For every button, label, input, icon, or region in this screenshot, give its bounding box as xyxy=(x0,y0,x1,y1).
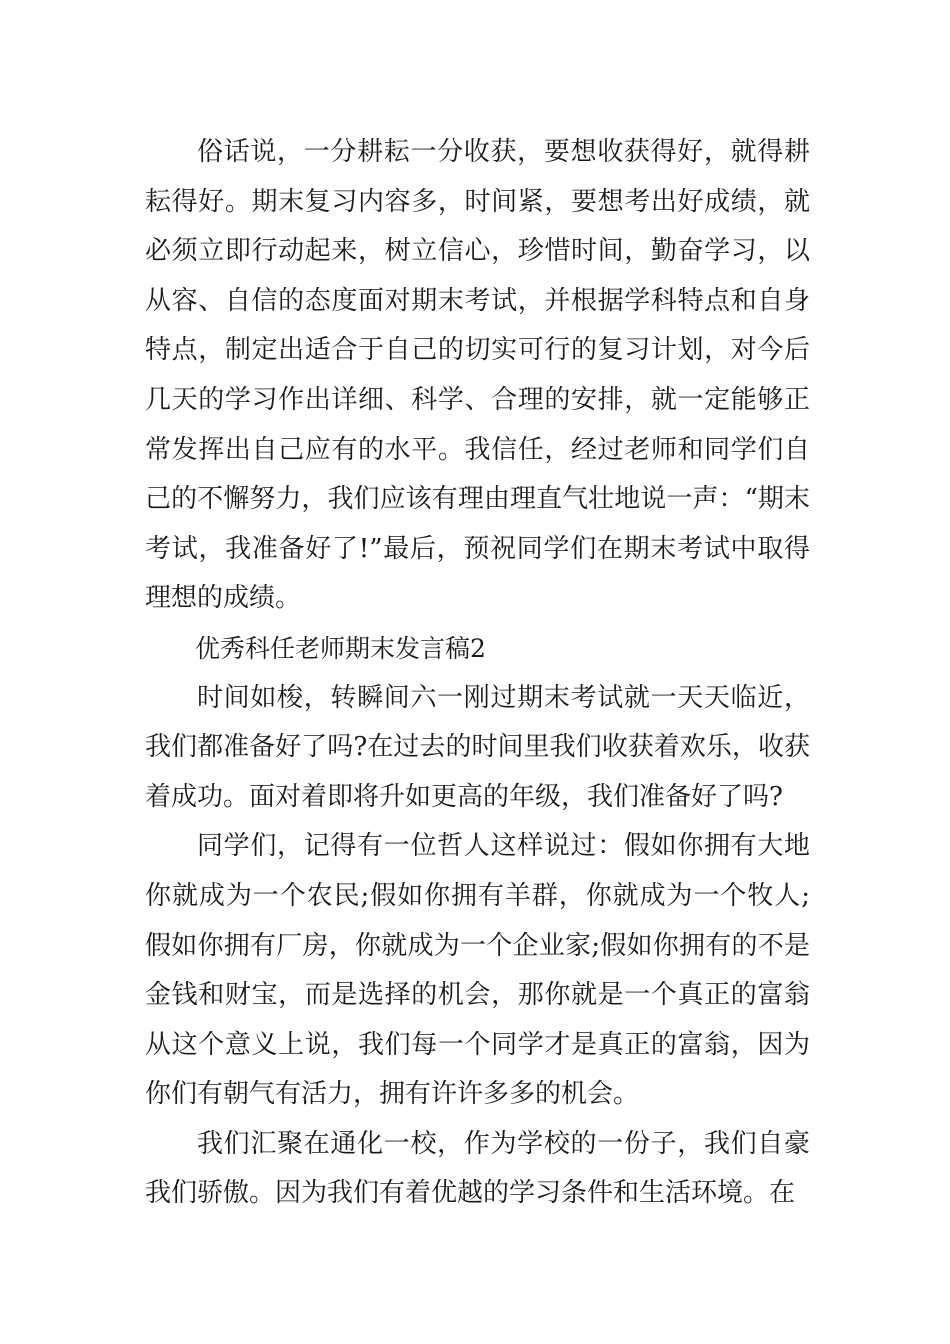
paragraph-philosopher: 同学们，记得有一位哲人这样说过：假如你拥有大地你就成为一个农民;假如你拥有羊群，你就成为一个牧人;假如你拥有厂房，你就成为一个企业家;假如你拥有的不是金钱和财宝，而是选择的机会，那你就是一个真正的富翁从这个意义上说，我们每一个同学才是真正的富翁，因为你们有朝气有活力，拥有许许多多的机会。 xyxy=(145,831,810,1110)
section-title: 优秀科任老师期末发言稿2 xyxy=(195,633,486,663)
paragraph-opening: 俗话说，一分耕耘一分收获，要想收获得好，就得耕耘得好。期末复习内容多，时间紧，要想考出好成绩，就必须立即行动起来，树立信心，珍惜时间，勤奋学习，以从容、自信的态度面对期末考试，并根据学科特点和自身特点，制定出适合于自己的切实可行的复习计划，对今后几天的学习作出详细、科学、合理的安排，就一定能够正常发挥出自己应有的水平。我信任，经过老师和同学们自己的不懈努力，我们应该有理由理直气壮地说一声：“期末考试，我准备好了!”最后，预祝同学们在期末考试中取得理想的成绩。 xyxy=(145,137,810,614)
paragraph-school: 我们汇聚在通化一校，作为学校的一份子，我们自豪我们骄傲。因为我们有着优越的学习条件和生活环境。在 xyxy=(145,1128,810,1209)
document-body xyxy=(145,128,810,1219)
paragraph-time: 时间如梭，转瞬间六一刚过期末考试就一天天临近，我们都准备好了吗?在过去的时间里我们收获着欢乐，收获着成功。面对着即将升如更高的年级，我们准备好了吗? xyxy=(145,682,810,812)
